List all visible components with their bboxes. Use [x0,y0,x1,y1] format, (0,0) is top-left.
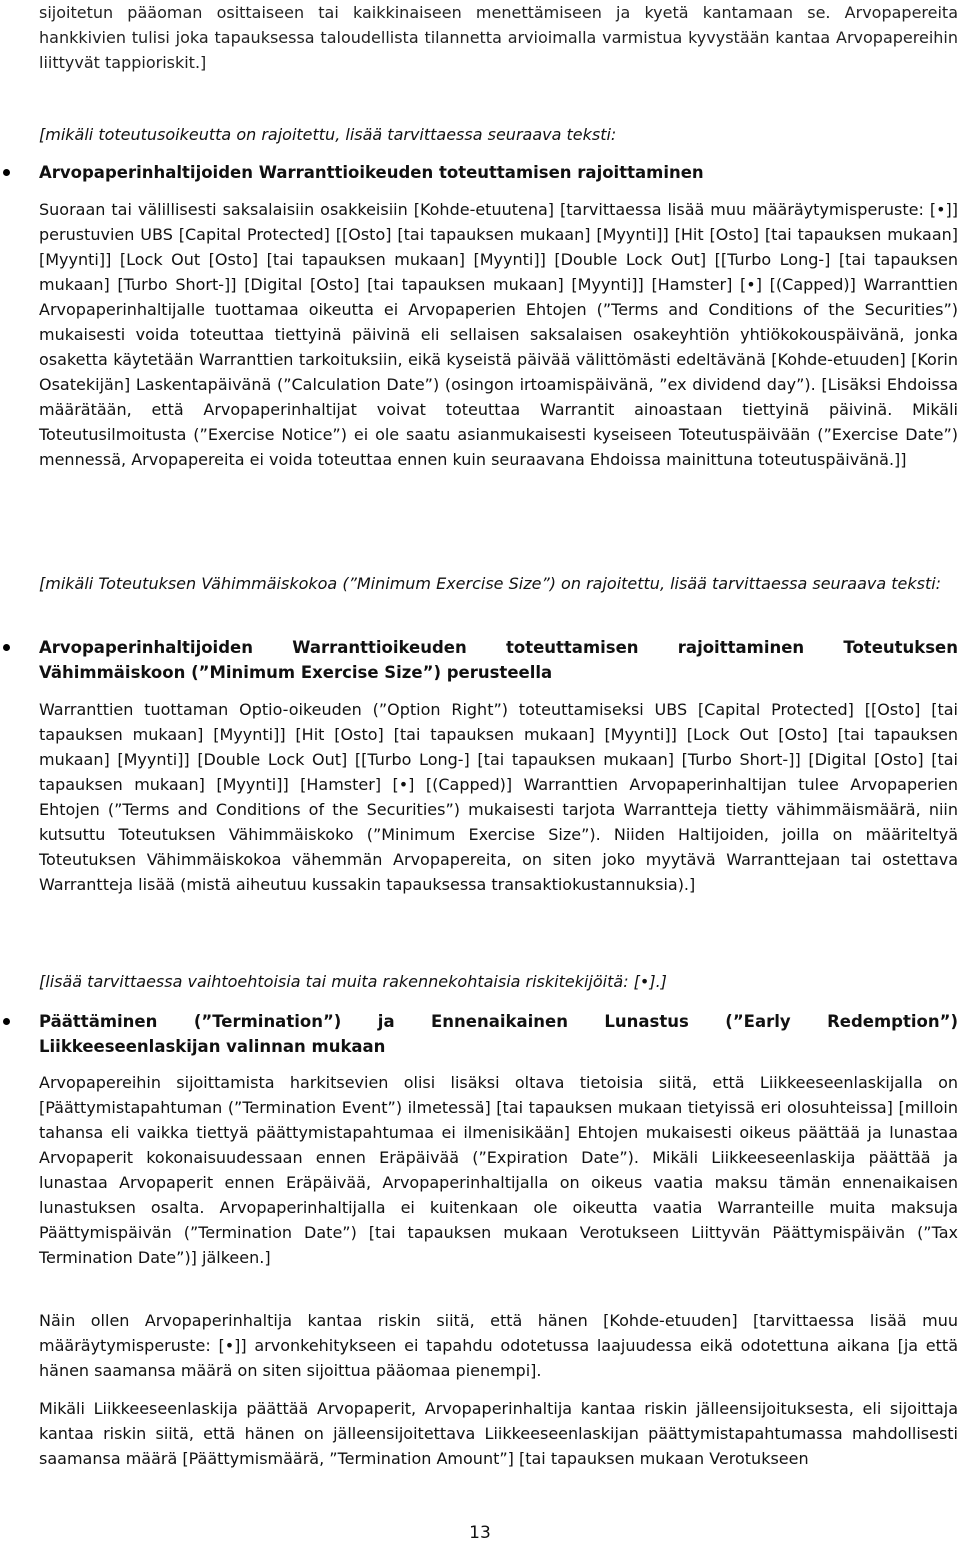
intro-text: sijoitetun pääoman osittaiseen tai kaikkinaiseen menettämiseen ja kyetä kantamaan se. Arvopapereita hankkivien tulisi joka tapauksessa taloudellista tilannetta arvioimalla varmistua kyvystään kantaa Arvopapereihin liittyvät tappioriskit.] [39,3,958,72]
section-heading-text: Arvopaperinhaltijoiden Warranttioikeuden toteuttamisen rajoittaminen [39,163,704,182]
section-heading-wrap [39,1009,958,1059]
section-body [39,1070,958,1270]
section-heading-wrap [39,160,958,185]
bullet-icon [3,1018,10,1025]
section-body [39,197,958,472]
section-instruction: [lisää tarvittaessa vaihtoehtoisia tai muita rakennekohtaisia riskitekijöitä: [•].] [39,972,667,991]
section-paragraph: Warranttien tuottaman Optio-oikeuden (”Option Right”) toteuttamiseksi UBS [Capital Protected] [[Osto] [tai tapauksen mukaan] [Myynti]] [Hit [Osto] [tai tapauksen mukaan] [Myynti]] [Lock Out [Osto] [tai tapauksen mukaan] [Myynti]] [Double Lock Out] [[Turbo Long-] [tai tapauksen mukaan] [Turbo Short-]] [Digital [Osto] [tai tapauksen mukaan] [Myynti]] [Hamster] [•] [(Capped)] Warranttien Arvopaperinhaltijan tulee Arvopaperien Ehtojen (”Terms and Conditions of the Securities”) mukaisesti tarjota Warrantteja tietty vähimmäismäärä, niin kutsuttu Toteutuksen Vähimmäiskoko (”Minimum Exercise Size”). Niiden Haltijoiden, joilla on määriteltyä Toteutuksen Vähimmäiskokoa vähemmän Arvopapereita, on siten joko myytävä Warranttejaan tai ostettava Warrantteja lisää (mistä aiheutuu kussakin tapauksessa transaktiokustannuksia).] [39,700,958,894]
section-paattaminen [39,969,958,994]
bullet-icon [3,169,10,176]
section-instruction: [mikäli Toteutuksen Vähimmäiskokoa (”Minimum Exercise Size”) on rajoitettu, lisää tarvittaessa seuraava teksti: [39,574,942,593]
section-heading-wrap [39,635,958,685]
section-heading-text: Päättäminen (”Termination”) ja Ennenaikainen Lunastus (”Early Redemption”) Liikkeeseenlaskijan valinnan mukaan [39,1012,958,1056]
section-body [39,1308,958,1383]
section-body [39,1396,958,1471]
section-instruction: [mikäli toteutusoikeutta on rajoitettu, lisää tarvittaessa seuraava teksti: [39,125,617,144]
section-paragraph: Mikäli Liikkeeseenlaskija päättää Arvopaperit, Arvopaperinhaltija kantaa riskin jälleensijoituksesta, eli sijoittaja kantaa riskin siitä, että hänen on jälleensijoitettava Liikkeeseenlaskijan päättymistapahtumassa mahdollisesti saamansa määrä [Päättymismäärä, ”Termination Amount”] [tai tapauksen mukaan Verotukseen [39,1399,958,1468]
section-heading [39,160,958,185]
page-number: 13 [469,1523,491,1543]
section-paragraph: Suoraan tai välillisesti saksalaisiin osakkeisiin [Kohde-etuutena] [tarvittaessa lisää muu määräytymisperuste: [•]] perustuvien UBS [Capital Protected] [[Osto] [tai tapauksen mukaan] [Myynti]] [Hit [Osto] [tai tapauksen mukaan] [Myynti]] [Lock Out [Osto] [tai tapauksen mukaan] [Myynti]] [Double Lock Out] [[Turbo Long-] [tai tapauksen mukaan] [Turbo Short-]] [Digital [Osto] [tai tapauksen mukaan] [Myynti]] [Hamster] [•] [(Capped)] Warranttien Arvopaperinhaltijalle tuottamaa oikeutta ei Arvopaperien Ehtojen (”Terms and Conditions of the Securities”) mukaisesti voida toteuttaa tiettyinä päivinä eli sellaisen saksalaisen osakeyhtiön yhtiökokouspäivänä, jonka osaketta käytetään Warranttien tarkoituksiin, eikä kyseistä päivää välittömästi edeltävänä [Kohde-etuuden] [Korin Osatekijän] Laskentapäivänä (”Calculation Date”) (osingon irtoamispäivänä, ”ex dividend day”). [Lisäksi Ehdoissa määrätään, että Arvopaperinhaltijat voivat toteuttaa Warrantit ainoastaan tiettyinä päivinä. Mikäli Toteutusilmoitusta (”Exercise Notice”) ei ole saatu asianmukaisesti kyseiseen Toteutuspäivään (”Exercise Date”) mennessä, Arvopapereita ei voida toteuttaa ennen kuin seuraavana Ehdoissa mainittuna toteutuspäivänä.]] [39,200,958,469]
section-toteutusoikeus [39,122,958,147]
bullet-icon [3,644,10,651]
section-vahimmaiskoko [39,571,958,596]
section-heading [39,1009,958,1059]
section-paragraph: Arvopapereihin sijoittamista harkitsevien olisi lisäksi oltava tietoisia siitä, että Liikkeeseenlaskijalla on [Päättymistapahtuman (”Termination Event”) ilmetessä] [tai tapauksen mukaan tietyissä eri olosuhteissa] [milloin tahansa eli vaikka tiettyä päättymistapahtumaa ei ilmenisikään] Ehtojen mukaisesti oikeus päättää ja lunastaa Arvopaperit kokonaisuudessaan ennen Eräpäivää (”Expiration Date”). Mikäli Liikkeeseenlaskija päättää ja lunastaa Arvopaperit ennen Eräpäivää, Arvopaperinhaltijalla on oikeus vaatia maksu tämän ennenaikaisen lunastuksen osalta. Arvopaperinhaltijalla ei kuitenkaan ole oikeutta vaatia Warranteille muita maksuja Päättymispäivän (”Termination Date”) [tai tapauksen mukaan Verotukseen Liittyvän Päättymispäivän (”Tax Termination Date”)] jälkeen.] [39,1073,958,1267]
section-heading-text: Arvopaperinhaltijoiden Warranttioikeuden toteuttamisen rajoittaminen Toteutuksen Vähimmäiskoon (”Minimum Exercise Size”) perusteella [39,638,958,682]
intro-paragraph [39,0,958,75]
section-body [39,697,958,897]
section-heading [39,635,958,685]
section-paragraph: Näin ollen Arvopaperinhaltija kantaa riskin siitä, että hänen [Kohde-etuuden] [tarvittaessa lisää muu määräytymisperuste: [•]] arvonkehitykseen ei tapahdu odotetussa laajuudessa eikä odotettuna aikana [ja että hänen saamansa määrä on siten sijoittua pääomaa pienempi]. [39,1311,958,1380]
